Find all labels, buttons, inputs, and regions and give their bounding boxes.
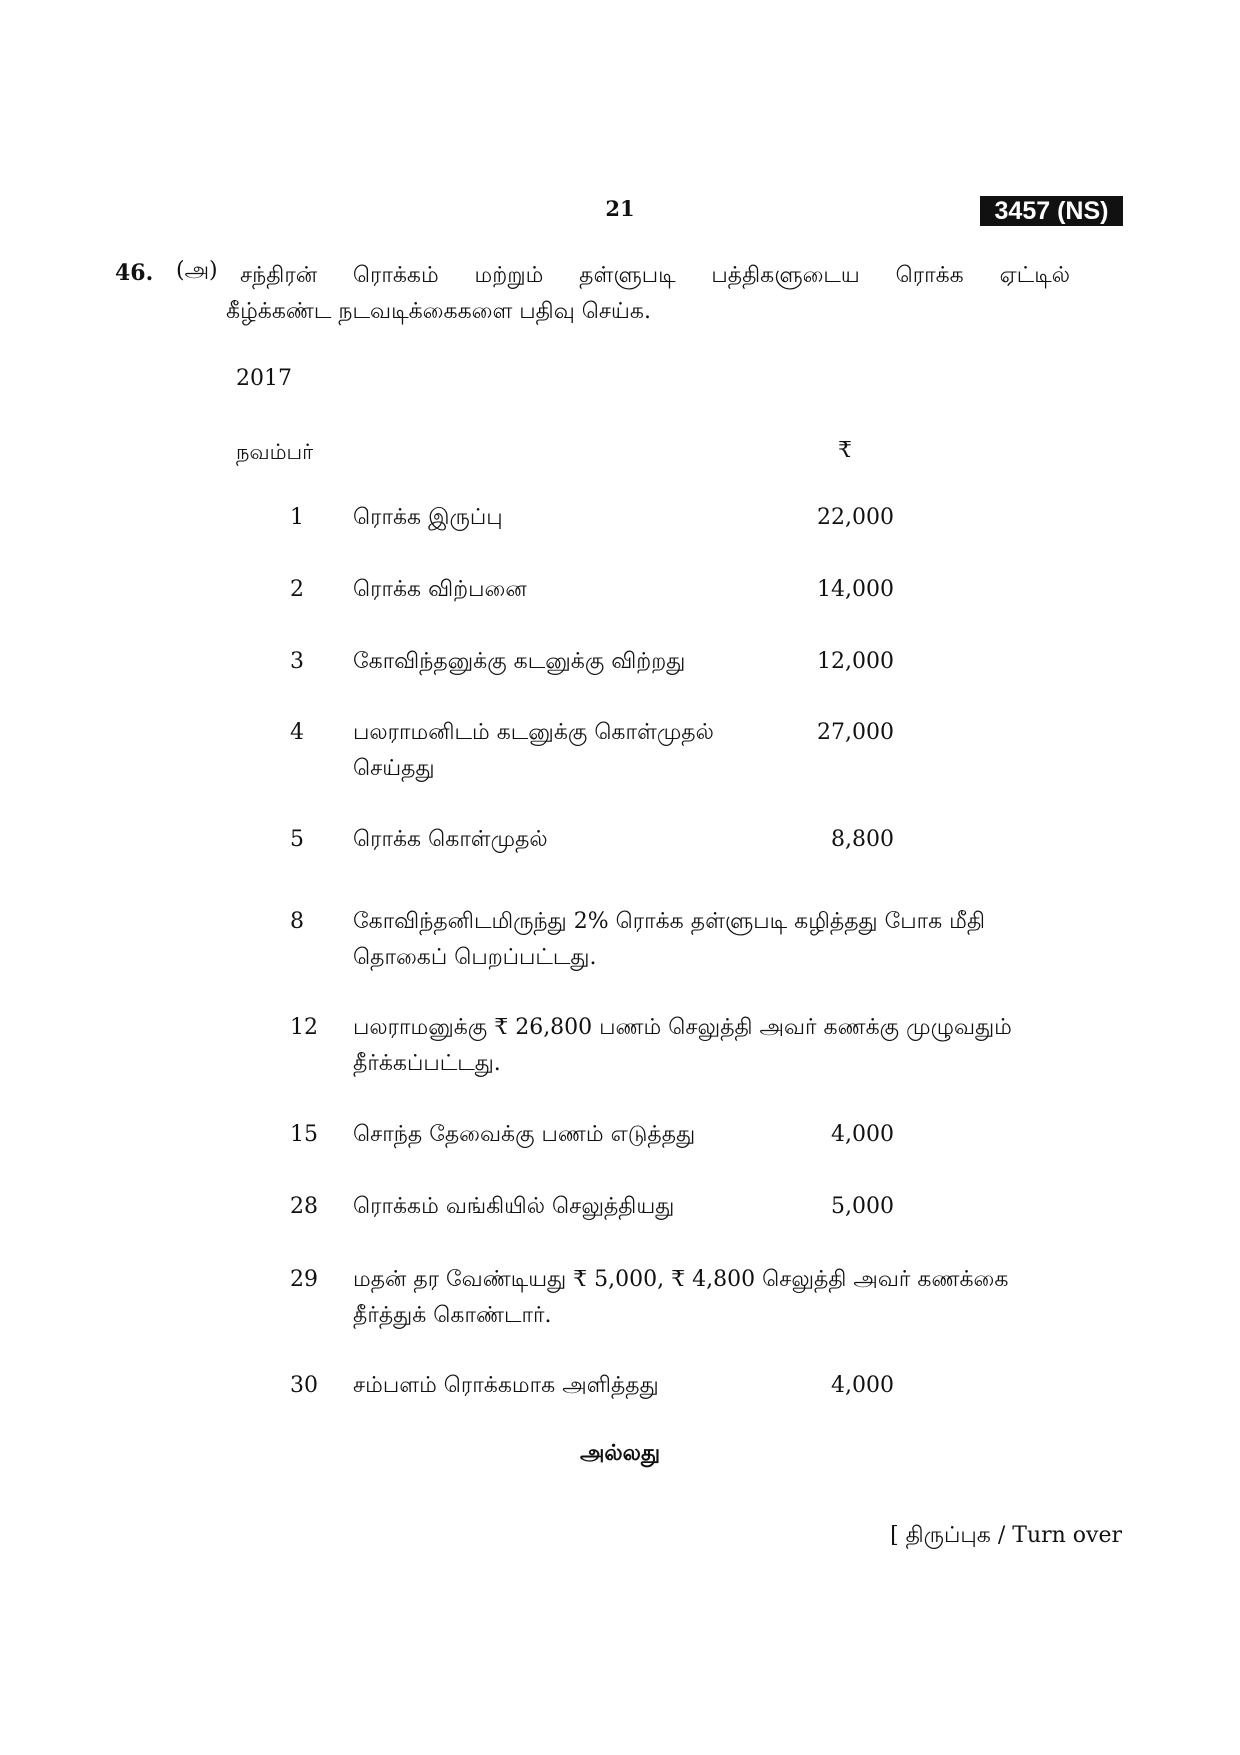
transaction-amount: 8,800 [831,827,894,852]
transaction-description-line-2: தீர்க்கப்பட்டது. [353,1051,501,1076]
transaction-description: கோவிந்தனுக்கு கடனுக்கு விற்றது [353,649,686,674]
transaction-description: சொந்த தேவைக்கு பணம் எடுத்தது [353,1122,696,1147]
transaction-date: 15 [290,1122,318,1147]
transaction-amount: 4,000 [831,1373,894,1398]
year-label: 2017 [236,366,292,391]
transaction-description [353,1010,1069,1082]
question-text-line-1: சந்திரன் ரொக்கம் மற்றும் தள்ளுபடி பத்திகளுடைய ரொக்க ஏட்டில் [240,263,1070,288]
turn-over-footer: [ திருப்புக / Turn over [890,1523,1122,1548]
question-part-label: (அ) [176,258,218,283]
transaction-description-line-2: தொகைப் பெறப்பட்டது. [353,945,597,970]
transaction-date: 30 [290,1373,318,1398]
transaction-description-line-1: பலராமனுக்கு ₹ 26,800 பணம் செலுத்தி அவர் கணக்கு முழுவதும் [353,1015,1012,1040]
question-text [226,258,1070,330]
transaction-description: சம்பளம் ரொக்கமாக அளித்தது [353,1373,659,1398]
transaction-date: 3 [290,649,304,674]
transaction-description-line-2: செய்தது [353,756,435,781]
transaction-amount: 27,000 [817,720,894,745]
transaction-amount: 12,000 [817,649,894,674]
transaction-date: 1 [290,505,304,530]
transaction-description: ரொக்க கொள்முதல் [353,827,548,852]
or-separator: அல்லது [579,1440,661,1466]
transaction-description [353,715,793,787]
paper-code-badge: 3457 (NS) [980,196,1123,226]
transaction-date: 5 [290,827,304,852]
transaction-description-line-1: பலராமனிடம் கடனுக்கு கொள்முதல் [353,720,714,745]
transaction-date: 29 [290,1267,318,1292]
question-number: 46. [115,260,154,286]
transaction-description-line-1: கோவிந்தனிடமிருந்து 2% ரொக்க தள்ளுபடி கழித்தது போக மீதி [353,909,985,934]
transaction-date: 2 [290,577,304,602]
currency-symbol: ₹ [838,438,852,463]
transaction-amount: 14,000 [817,577,894,602]
transaction-description [353,1262,1069,1334]
question-text-line-2: கீழ்க்கண்ட நடவடிக்கைகளை பதிவு செய்க. [226,299,651,324]
transaction-amount: 4,000 [831,1122,894,1147]
transaction-description: ரொக்கம் வங்கியில் செலுத்தியது [353,1194,675,1219]
transaction-date: 12 [290,1015,318,1040]
transaction-description-line-1: மதன் தர வேண்டியது ₹ 5,000, ₹ 4,800 செலுத்தி அவர் கணக்கை [353,1267,1009,1292]
transaction-amount: 5,000 [831,1194,894,1219]
transaction-amount: 22,000 [817,505,894,530]
month-label: நவம்பர் [236,440,314,464]
transaction-description-line-2: தீர்த்துக் கொண்டார். [353,1303,552,1328]
transaction-description [353,904,1069,976]
transaction-description: ரொக்க இருப்பு [353,505,503,530]
page-number: 21 [605,196,635,221]
transaction-description: ரொக்க விற்பனை [353,577,527,602]
transaction-date: 28 [290,1194,318,1219]
transaction-date: 8 [290,909,304,934]
transaction-date: 4 [290,720,304,745]
